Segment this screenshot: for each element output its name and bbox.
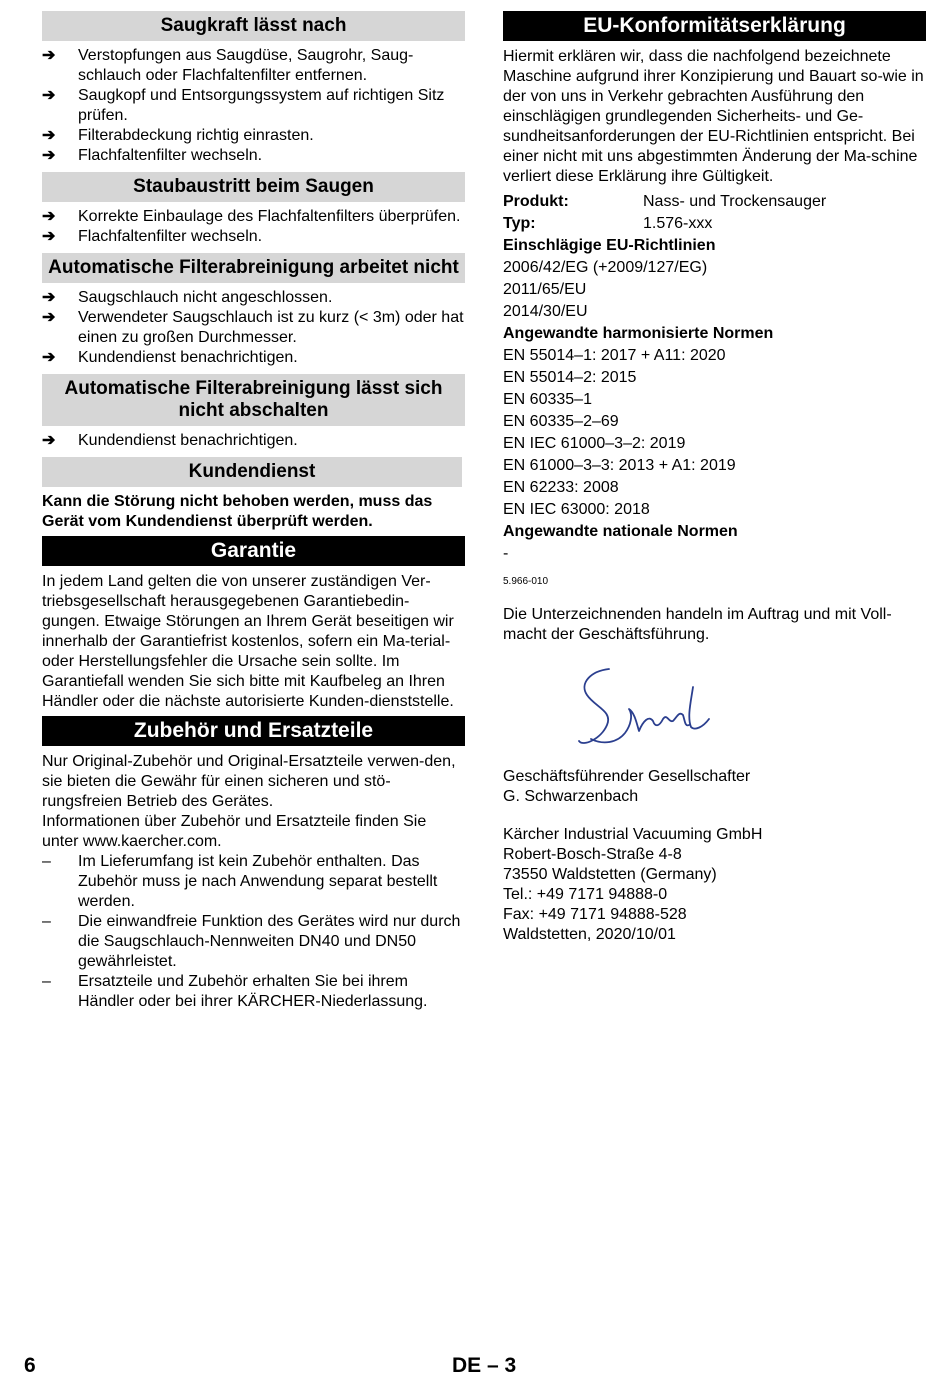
product-value: Nass- und Trockensauger	[643, 193, 827, 210]
company-line: Robert-Bosch-Straße 4-8	[503, 846, 682, 863]
company-line: Tel.: +49 7171 94888-0	[503, 886, 668, 903]
product-label: Produkt:	[503, 193, 569, 210]
arrow-right-icon: ➔	[42, 127, 56, 144]
standard-item: EN 62233: 2008	[503, 479, 619, 496]
arrow-right-icon: ➔	[42, 309, 56, 326]
list-item: ➔ Kundendienst benachrichtigen.	[42, 432, 298, 449]
list-item: – Im Lieferumfang ist kein Zubehör enthalten. Das Zubehör muss je nach Anwendung separat bestellt werden.	[42, 853, 438, 910]
heading-zubehoer: Zubehör und Ersatzteile	[42, 716, 465, 746]
garantie-text: In jedem Land gelten die von unserer zuständigen Ver-triebsgesellschaft herausgegebenen Garantiebedin-gungen. Etwaige Störungen an Ihrem Gerät beseitigen wir innerhalb der Garantiefrist kostenlos, sofern ein Ma-terial- oder Herstellungsfehler die Ursache sein sollte. Im Garantiefall wenden Sie sich bitte mit Kaufbeleg an Ihren Händler oder die nächste autorisierte Kunden-dienststelle.	[42, 573, 454, 710]
kundendienst-text: Kann die Störung nicht behoben werden, muss das Gerät vom Kundendienst überprüft werden.	[42, 493, 433, 530]
arrow-right-icon: ➔	[42, 47, 56, 64]
zubehoer-text: Nur Original-Zubehör und Original-Ersatzteile verwen-den, sie bieten die Gewähr für einen sicheren und stö-rungsfreien Betrieb des Gerätes.	[42, 753, 456, 810]
standard-item: EN 55014–1: 2017 + A11: 2020	[503, 347, 726, 364]
heading-filterabreinigung-abschalten: Automatische Filterabreinigung lässt sich nicht abschalten	[42, 374, 465, 426]
list-item: ➔ Flachfaltenfilter wechseln.	[42, 228, 263, 245]
dash-icon: –	[42, 853, 51, 870]
standard-item: EN IEC 61000–3–2: 2019	[503, 435, 686, 452]
document-number: 5.966-010	[503, 576, 549, 587]
type-value: 1.576-xxx	[643, 215, 713, 232]
company-address	[503, 825, 926, 945]
signer-role: Geschäftsführender Gesellschafter	[503, 768, 751, 785]
list-item: ➔ Flachfaltenfilter wechseln.	[42, 147, 263, 164]
arrow-right-icon: ➔	[42, 87, 56, 104]
harmonized-title: Angewandte harmonisierte Normen	[503, 325, 774, 342]
heading-kundendienst: Kundendienst	[42, 457, 462, 487]
arrow-right-icon: ➔	[42, 349, 56, 366]
signer-block	[503, 767, 926, 807]
list-filterabreinigung-abschalten	[42, 431, 465, 451]
product-row	[503, 191, 926, 213]
heading-eu-konformitaet: EU-Konformitätserklärung	[503, 11, 926, 41]
page-number: 6	[24, 1354, 36, 1377]
list-item: ➔ Verstopfungen aus Saugdüse, Saugrohr, Saug-schlauch oder Flachfaltenfilter entfernen.	[42, 47, 414, 84]
list-staubaustritt	[42, 207, 465, 247]
directive-item: 2011/65/EU	[503, 281, 587, 298]
list-item: ➔ Filterabdeckung richtig einrasten.	[42, 127, 314, 144]
declaration-intro: Hiermit erklären wir, dass die nachfolgend bezeichnete Maschine aufgrund ihrer Konzipierung und Bauart so-wie in der von uns in Verkehr gebrachten Ausführung den einschlägigen grundlegenden Sicherheits- und Ge-sundheitsanforderungen der EU-Richtlinien entspricht. Bei einer nicht mit uns abgestimmten Änderung der Ma-schine verliert diese Erklärung ihre Gültigkeit.	[503, 48, 924, 185]
standard-item: EN 60335–1	[503, 391, 592, 408]
directive-item: 2006/42/EG (+2009/127/EG)	[503, 259, 708, 276]
signer-name: G. Schwarzenbach	[503, 788, 639, 805]
heading-filterabreinigung-arbeitet-nicht: Automatische Filterabreinigung arbeitet nicht	[42, 253, 465, 283]
national-title: Angewandte nationale Normen	[503, 523, 738, 540]
list-zubehoer	[42, 852, 465, 1012]
zubehoer-info-text: Informationen über Zubehör und Ersatzteile finden Sie unter www.kaercher.com.	[42, 813, 427, 850]
list-item: ➔ Verwendeter Saugschlauch ist zu kurz (< 3m) oder hat einen zu großen Durchmesser.	[42, 309, 464, 346]
standard-item: EN 55014–2: 2015	[503, 369, 637, 386]
standard-item: EN 60335–2–69	[503, 413, 619, 430]
standard-item: EN IEC 63000: 2018	[503, 501, 650, 518]
list-item: – Die einwandfreie Funktion des Gerätes wird nur durch die Saugschlauch-Nennweiten DN40 und DN50 gewährleistet.	[42, 913, 461, 970]
heading-saugkraft: Saugkraft lässt nach	[42, 11, 465, 41]
heading-staubaustritt: Staubaustritt beim Saugen	[42, 172, 465, 202]
arrow-right-icon: ➔	[42, 147, 56, 164]
list-item: ➔ Korrekte Einbaulage des Flachfaltenfilters überprüfen.	[42, 208, 461, 225]
company-line: Fax: +49 7171 94888-528	[503, 906, 687, 923]
directive-item: 2014/30/EU	[503, 303, 588, 320]
list-item: ➔ Kundendienst benachrichtigen.	[42, 349, 298, 366]
arrow-right-icon: ➔	[42, 432, 56, 449]
arrow-right-icon: ➔	[42, 228, 56, 245]
dash-icon: –	[42, 973, 51, 990]
left-column	[42, 11, 465, 1018]
list-item: – Ersatzteile und Zubehör erhalten Sie bei ihrem Händler oder bei ihrer KÄRCHER-Niederlassung.	[42, 973, 428, 1010]
signature-icon	[573, 661, 723, 753]
list-item: ➔ Saugschlauch nicht angeschlossen.	[42, 289, 333, 306]
arrow-right-icon: ➔	[42, 208, 56, 225]
list-filterabreinigung-arbeitet-nicht	[42, 288, 465, 368]
type-row	[503, 213, 926, 235]
national-value: -	[503, 545, 509, 562]
company-line: 73550 Waldstetten (Germany)	[503, 866, 717, 883]
heading-garantie: Garantie	[42, 536, 465, 566]
list-item: ➔ Saugkopf und Entsorgungssystem auf richtigen Sitz prüfen.	[42, 87, 445, 124]
company-line: Waldstetten, 2020/10/01	[503, 926, 676, 943]
arrow-right-icon: ➔	[42, 289, 56, 306]
directives-title: Einschlägige EU-Richtlinien	[503, 237, 716, 254]
dash-icon: –	[42, 913, 51, 930]
standard-item: EN 61000–3–3: 2013 + A1: 2019	[503, 457, 736, 474]
page-reference: DE – 3	[452, 1354, 517, 1377]
right-column	[503, 11, 926, 945]
signers-text: Die Unterzeichnenden handeln im Auftrag und mit Voll-macht der Geschäftsführung.	[503, 606, 892, 643]
company-line: Kärcher Industrial Vacuuming GmbH	[503, 826, 763, 843]
list-saugkraft	[42, 46, 465, 166]
type-label: Typ:	[503, 215, 536, 232]
